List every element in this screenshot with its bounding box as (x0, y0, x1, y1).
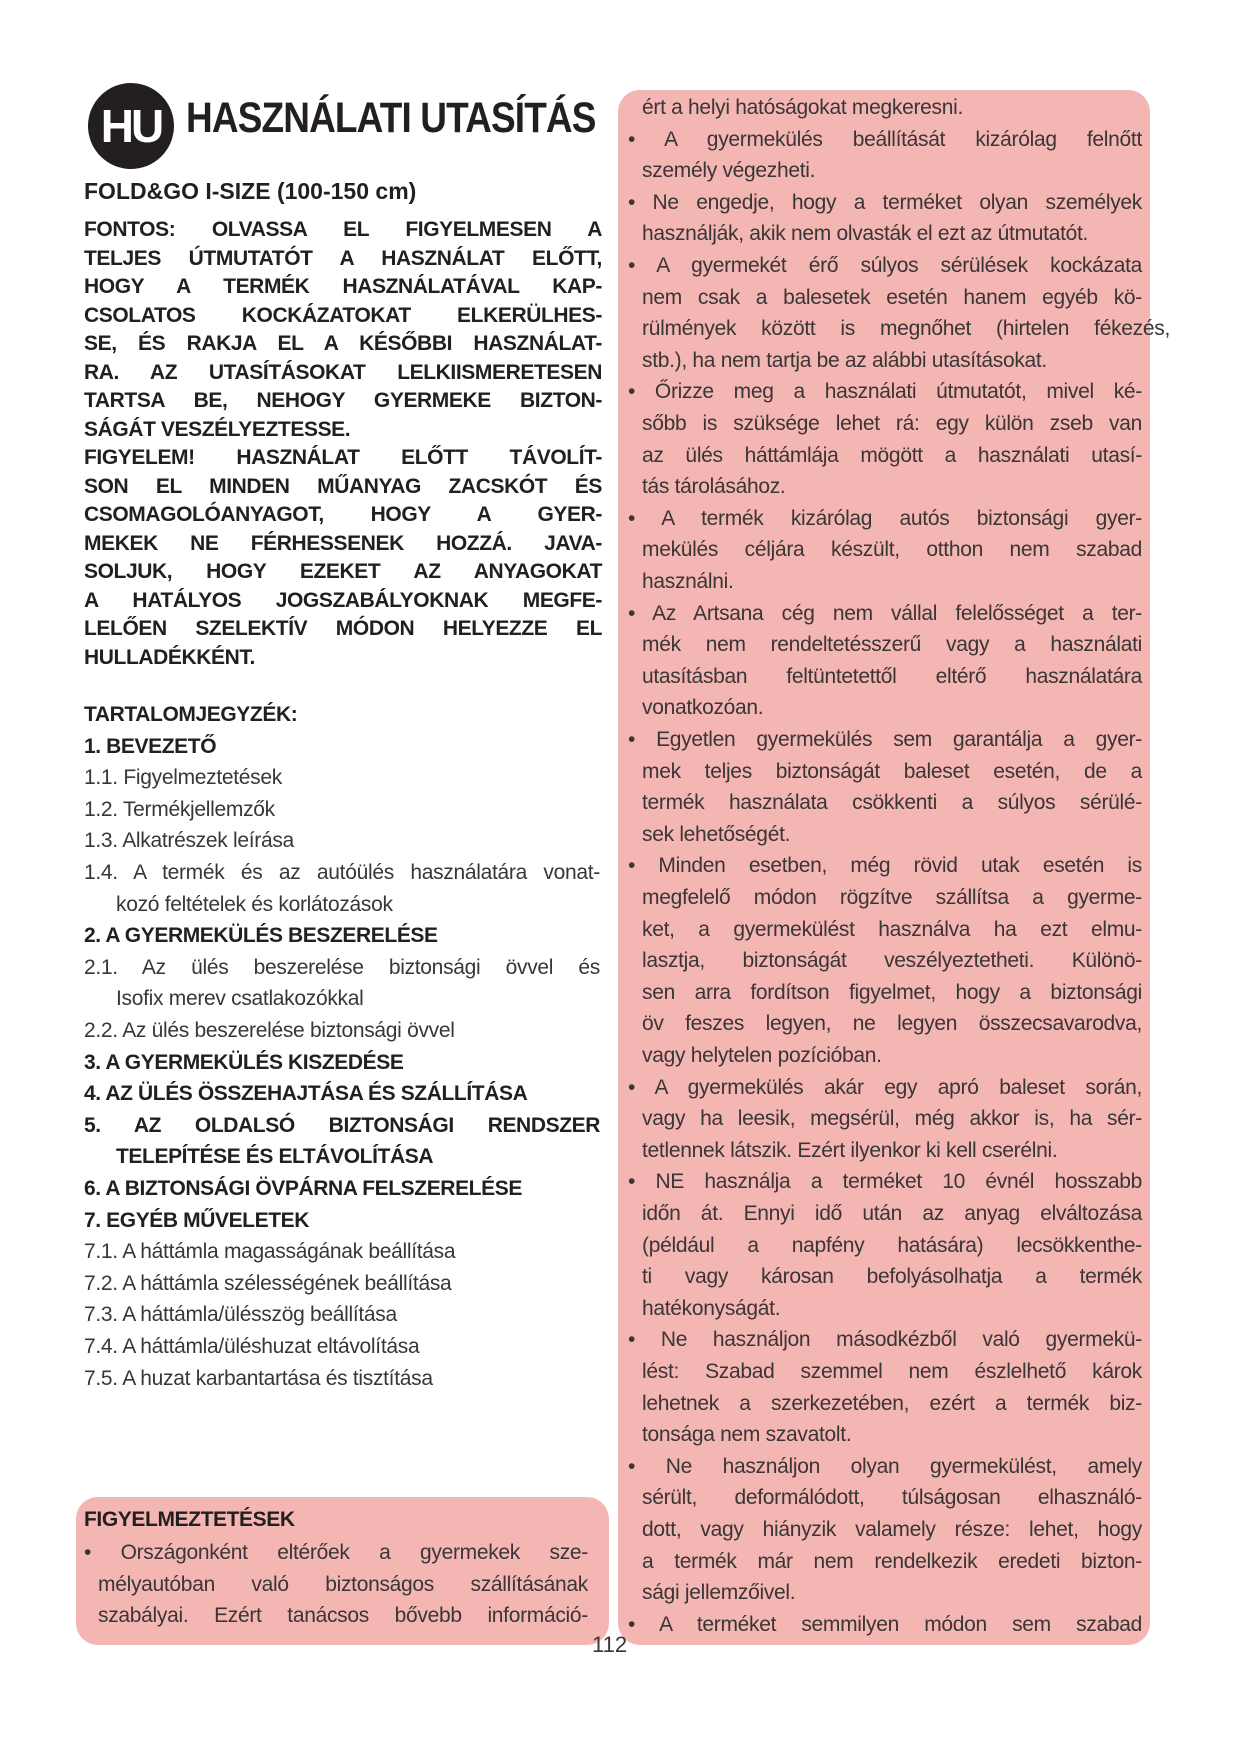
warning-line: hatékonyságát. (642, 1296, 781, 1320)
notice-line: SOLJUK, HOGY EZEKET AZ ANYAGOKAT (84, 560, 602, 583)
warning-line: • A gyermekülés beállítását kizárólag felnőtt (628, 127, 1142, 151)
toc-entry: 7.3. A háttámla/ülésszög beállítása (84, 1303, 397, 1327)
toc-entry: 7.2. A háttámla szélességének beállítása (84, 1271, 452, 1295)
warning-line: (például a napfény hatására) lecsökkenthe- (642, 1233, 1142, 1257)
warning-line: mék nem rendeltetésszerű vagy a használati (642, 633, 1142, 657)
warning-line: dott, vagy hiányzik valamely része: lehet, hogy (642, 1518, 1142, 1541)
warning-line: öv feszes legyen, ne legyen összecsavarodva, (642, 1012, 1142, 1036)
warning-line: mélyautóban való biztonságos szállításának (98, 1572, 588, 1596)
toc-entry: 7.5. A huzat karbantartása és tisztítása (84, 1366, 433, 1390)
warning-line: sőbb is szüksége lehet rá: egy külön zseb van (642, 412, 1142, 435)
notice-line: FIGYELEM! HASZNÁLAT ELŐTT TÁVOLÍT- (84, 446, 602, 469)
warning-line: időn át. Ennyi idő után az anyag elváltozása (642, 1202, 1142, 1225)
warning-line: rülmények között is megnőhet (hirtelen fékezés, (642, 317, 1170, 341)
notice-line: A HATÁLYOS JOGSZABÁLYOKNAK MEGFE- (84, 588, 602, 612)
warning-line: vagy ha leesik, megsérül, még akkor is, ha sér- (642, 1107, 1142, 1131)
warning-line: • Ne használjon másodkézből való gyermekü- (628, 1328, 1142, 1352)
warning-line: sek lehetőségét. (642, 822, 791, 846)
toc-entry: 2.1. Az ülés beszerelése biztonsági övvel és (84, 955, 600, 979)
warning-line: a termék már nem rendelkezik eredeti bizton- (642, 1549, 1142, 1573)
warning-line: sen arra fordítson figyelmet, hogy a biztonsági (642, 980, 1142, 1004)
toc-entry: 1.3. Alkatrészek leírása (84, 829, 294, 853)
warning-line: tetlennek látszik. Ezért ilyenkor ki kell cserélni. (642, 1138, 1058, 1162)
product-subtitle: FOLD&GO I-SIZE (100-150 cm) (84, 178, 417, 204)
warning-line: • A gyermekülés akár egy apró baleset során, (628, 1075, 1142, 1099)
toc-heading: TARTALOMJEGYZÉK: (84, 703, 298, 726)
notice-line: CSOMAGOLÓANYAGOT, HOGY A GYER- (84, 503, 602, 526)
warning-line: • Ne használjon olyan gyermekülést, amely (628, 1454, 1142, 1478)
warning-line: szabályai. Ezért tanácsos bővebb információ- (98, 1604, 588, 1628)
toc-entry: 7.4. A háttámla/üléshuzat eltávolítása (84, 1335, 420, 1358)
warning-line: tás tárolásához. (642, 475, 786, 499)
warning-line: • A gyermekét érő súlyos sérülések kockázata (628, 254, 1142, 277)
notice-line: CSOLATOS KOCKÁZATOKAT ELKERÜLHES- (84, 303, 602, 327)
warning-line: termék használata csökkenti a súlyos sérülé- (642, 791, 1142, 815)
warning-line: megfelelő módon rögzítve szállítsa a gyerme- (642, 886, 1142, 909)
warning-line: ket, a gyermekülést használva ha ezt elmu- (642, 917, 1142, 941)
warning-line: tonsága nem szavatolt. (642, 1423, 852, 1447)
notice-line: FONTOS: OLVASSA EL FIGYELMESEN A (84, 218, 602, 241)
warning-line: • A terméket semmilyen módon sem szabad (628, 1612, 1142, 1636)
warning-line: mek teljes biztonságát baleset esetén, de a (642, 759, 1142, 783)
warning-line: vagy helytelen pozícióban. (642, 1044, 882, 1067)
warning-line: • A termék kizárólag autós biztonsági gyer- (628, 506, 1142, 530)
notice-line: HOGY A TERMÉK HASZNÁLATÁVAL KAP- (84, 275, 602, 298)
notice-line: TELJES ÚTMUTATÓT A HASZNÁLAT ELŐTT, (84, 246, 602, 270)
warning-line: lasztja, biztonságát veszélyeztetheti. Különö- (642, 949, 1142, 973)
warning-line: stb.), ha nem tartja be az alábbi utasításokat. (642, 348, 1047, 372)
warning-line: • Őrizze meg a használati útmutatót, mivel ké- (628, 380, 1142, 404)
warning-line: lést: Szabad szemmel nem észlelhető károk (642, 1360, 1142, 1383)
notice-line: SÁGÁT VESZÉLYEZTESSE. (84, 417, 351, 441)
warning-line: • Az Artsana cég nem vállal felelősséget a ter- (628, 601, 1142, 625)
toc-entry: 2.2. Az ülés beszerelése biztonsági övvel (84, 1019, 455, 1042)
notice-line: SE, ÉS RAKJA EL A KÉSŐBBI HASZNÁLAT- (84, 332, 602, 355)
warning-line: • Országonként eltérőek a gyermekek sze- (84, 1541, 588, 1564)
warning-line: sági jellemzőivel. (642, 1581, 796, 1605)
warning-line: használják, akik nem olvasták el ezt az útmutatót. (642, 222, 1089, 246)
warning-line: mekülés céljára készült, otthon nem szabad (642, 538, 1142, 562)
toc-entry: kozó feltételek és korlátozások (116, 892, 393, 916)
notice-line: TARTSA BE, NEHOGY GYERMEKE BIZTON- (84, 389, 602, 412)
warning-line: • Ne engedje, hogy a terméket olyan személyek (628, 190, 1142, 214)
warning-line: az ülés háttámlája mögött a használati utasí- (642, 443, 1142, 467)
warning-line: használni. (642, 570, 734, 593)
toc-heading: 3. A GYERMEKÜLÉS KISZEDÉSE (84, 1050, 404, 1074)
toc-heading: 5. AZ OLDALSÓ BIZTONSÁGI RENDSZER (84, 1113, 600, 1137)
toc-heading: 2. A GYERMEKÜLÉS BESZERELÉSE (84, 924, 438, 948)
notice-line: LELŐEN SZELEKTÍV MÓDON HELYEZZE EL (84, 617, 602, 640)
toc-entry: 1.1. Figyelmeztetések (84, 766, 282, 790)
toc-entry: Isofix merev csatlakozókkal (116, 987, 364, 1011)
toc-entry: 7.1. A háttámla magasságának beállítása (84, 1240, 456, 1264)
warning-line: sérült, deformálódott, túlságosan elhasználó- (642, 1486, 1142, 1510)
warning-line: lehetnek a szerkezetében, ezért a termék biz- (642, 1391, 1142, 1415)
page-title: HASZNÁLATI UTASÍTÁS (186, 94, 596, 142)
notice-line: SON EL MINDEN MŰANYAG ZACSKÓT ÉS (84, 474, 602, 498)
warning-line: ért a helyi hatóságokat megkeresni. (642, 96, 964, 119)
notice-line: RA. AZ UTASÍTÁSOKAT LELKIISMERETESEN (84, 360, 602, 384)
toc-heading: TELEPÍTÉSE ÉS ELTÁVOLÍTÁSA (116, 1145, 434, 1169)
toc-entry: 1.2. Termékjellemzők (84, 797, 275, 821)
warning-line: vonatkozóan. (642, 696, 764, 720)
warning-line: • Egyetlen gyermekülés sem garantálja a gyer- (628, 728, 1142, 751)
toc-heading: 7. EGYÉB MŰVELETEK (84, 1208, 310, 1232)
page-number: 112 (592, 1632, 628, 1657)
warning-line: • Minden esetben, még rövid utak esetén is (628, 854, 1142, 878)
language-badge: HU (88, 83, 174, 169)
warning-line: személy végezheti. (642, 159, 816, 183)
toc-heading: 6. A BIZTONSÁGI ÖVPÁRNA FELSZERELÉSE (84, 1177, 522, 1200)
toc-heading: 1. BEVEZETŐ (84, 734, 217, 758)
notice-line: HULLADÉKKÉNT. (84, 645, 255, 669)
warnings-heading: FIGYELMEZTETÉSEK (84, 1508, 295, 1531)
toc-entry: 1.4. A termék és az autóülés használatára vonat- (84, 861, 600, 884)
warning-line: • NE használja a terméket 10 évnél hosszabb (628, 1170, 1142, 1194)
warning-line: nem csak a balesetek esetén hanem egyéb kö- (642, 285, 1142, 309)
warning-line: utasításban feltüntetettől eltérő használatára (642, 664, 1142, 688)
toc-heading: 4. AZ ÜLÉS ÖSSZEHAJTÁSA ÉS SZÁLLÍTÁSA (84, 1082, 528, 1106)
warning-line: ti vagy károsan befolyásolhatja a termék (642, 1265, 1142, 1289)
notice-line: MEKEK NE FÉRHESSENEK HOZZÁ. JAVA- (84, 531, 602, 555)
